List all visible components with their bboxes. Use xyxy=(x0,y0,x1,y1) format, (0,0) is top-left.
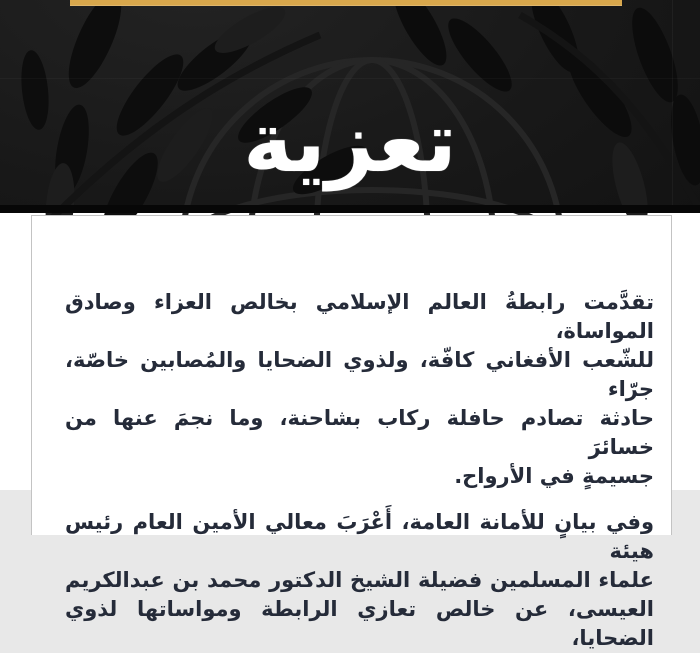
statement-line: علماء المسلمين فضيلة الشيخ الدكتور محمد بن عبدالكريم xyxy=(65,568,654,592)
header-bottom-strip xyxy=(0,205,700,213)
statement-text xyxy=(32,216,671,653)
statement-line: للشّعب الأفغاني كافّة، ولذوي الضحايا والمُصابين خاصّة، جرّاء xyxy=(65,348,654,401)
statement-line-clipped: العيسى، عن خالص تعازي الرابطة ومواساتها لذوي الضحايا، xyxy=(65,597,654,650)
faint-frame-line-horizontal xyxy=(0,78,700,79)
paragraph-1 xyxy=(65,288,654,491)
statement-line: حادثة تصادم حافلة ركاب بشاحنة، وما نجمَ عنها من خسائرَ xyxy=(65,406,654,459)
header-banner xyxy=(0,0,700,213)
statement-card xyxy=(31,215,672,650)
paragraph-2 xyxy=(65,508,654,653)
condolence-title-calligraphy: تعزية xyxy=(243,93,457,191)
statement-line: جسيمةٍ في الأرواح. xyxy=(454,464,654,488)
gold-accent-bar xyxy=(70,0,622,6)
statement-line: تقدَّمت رابطةُ العالم الإسلامي بخالص العزاء وصادق المواساة، xyxy=(65,290,654,343)
statement-line: وفي بيانٍ للأمانة العامة، أَعْرَبَ معالي الأمين العام رئيس هيئة xyxy=(65,510,654,563)
